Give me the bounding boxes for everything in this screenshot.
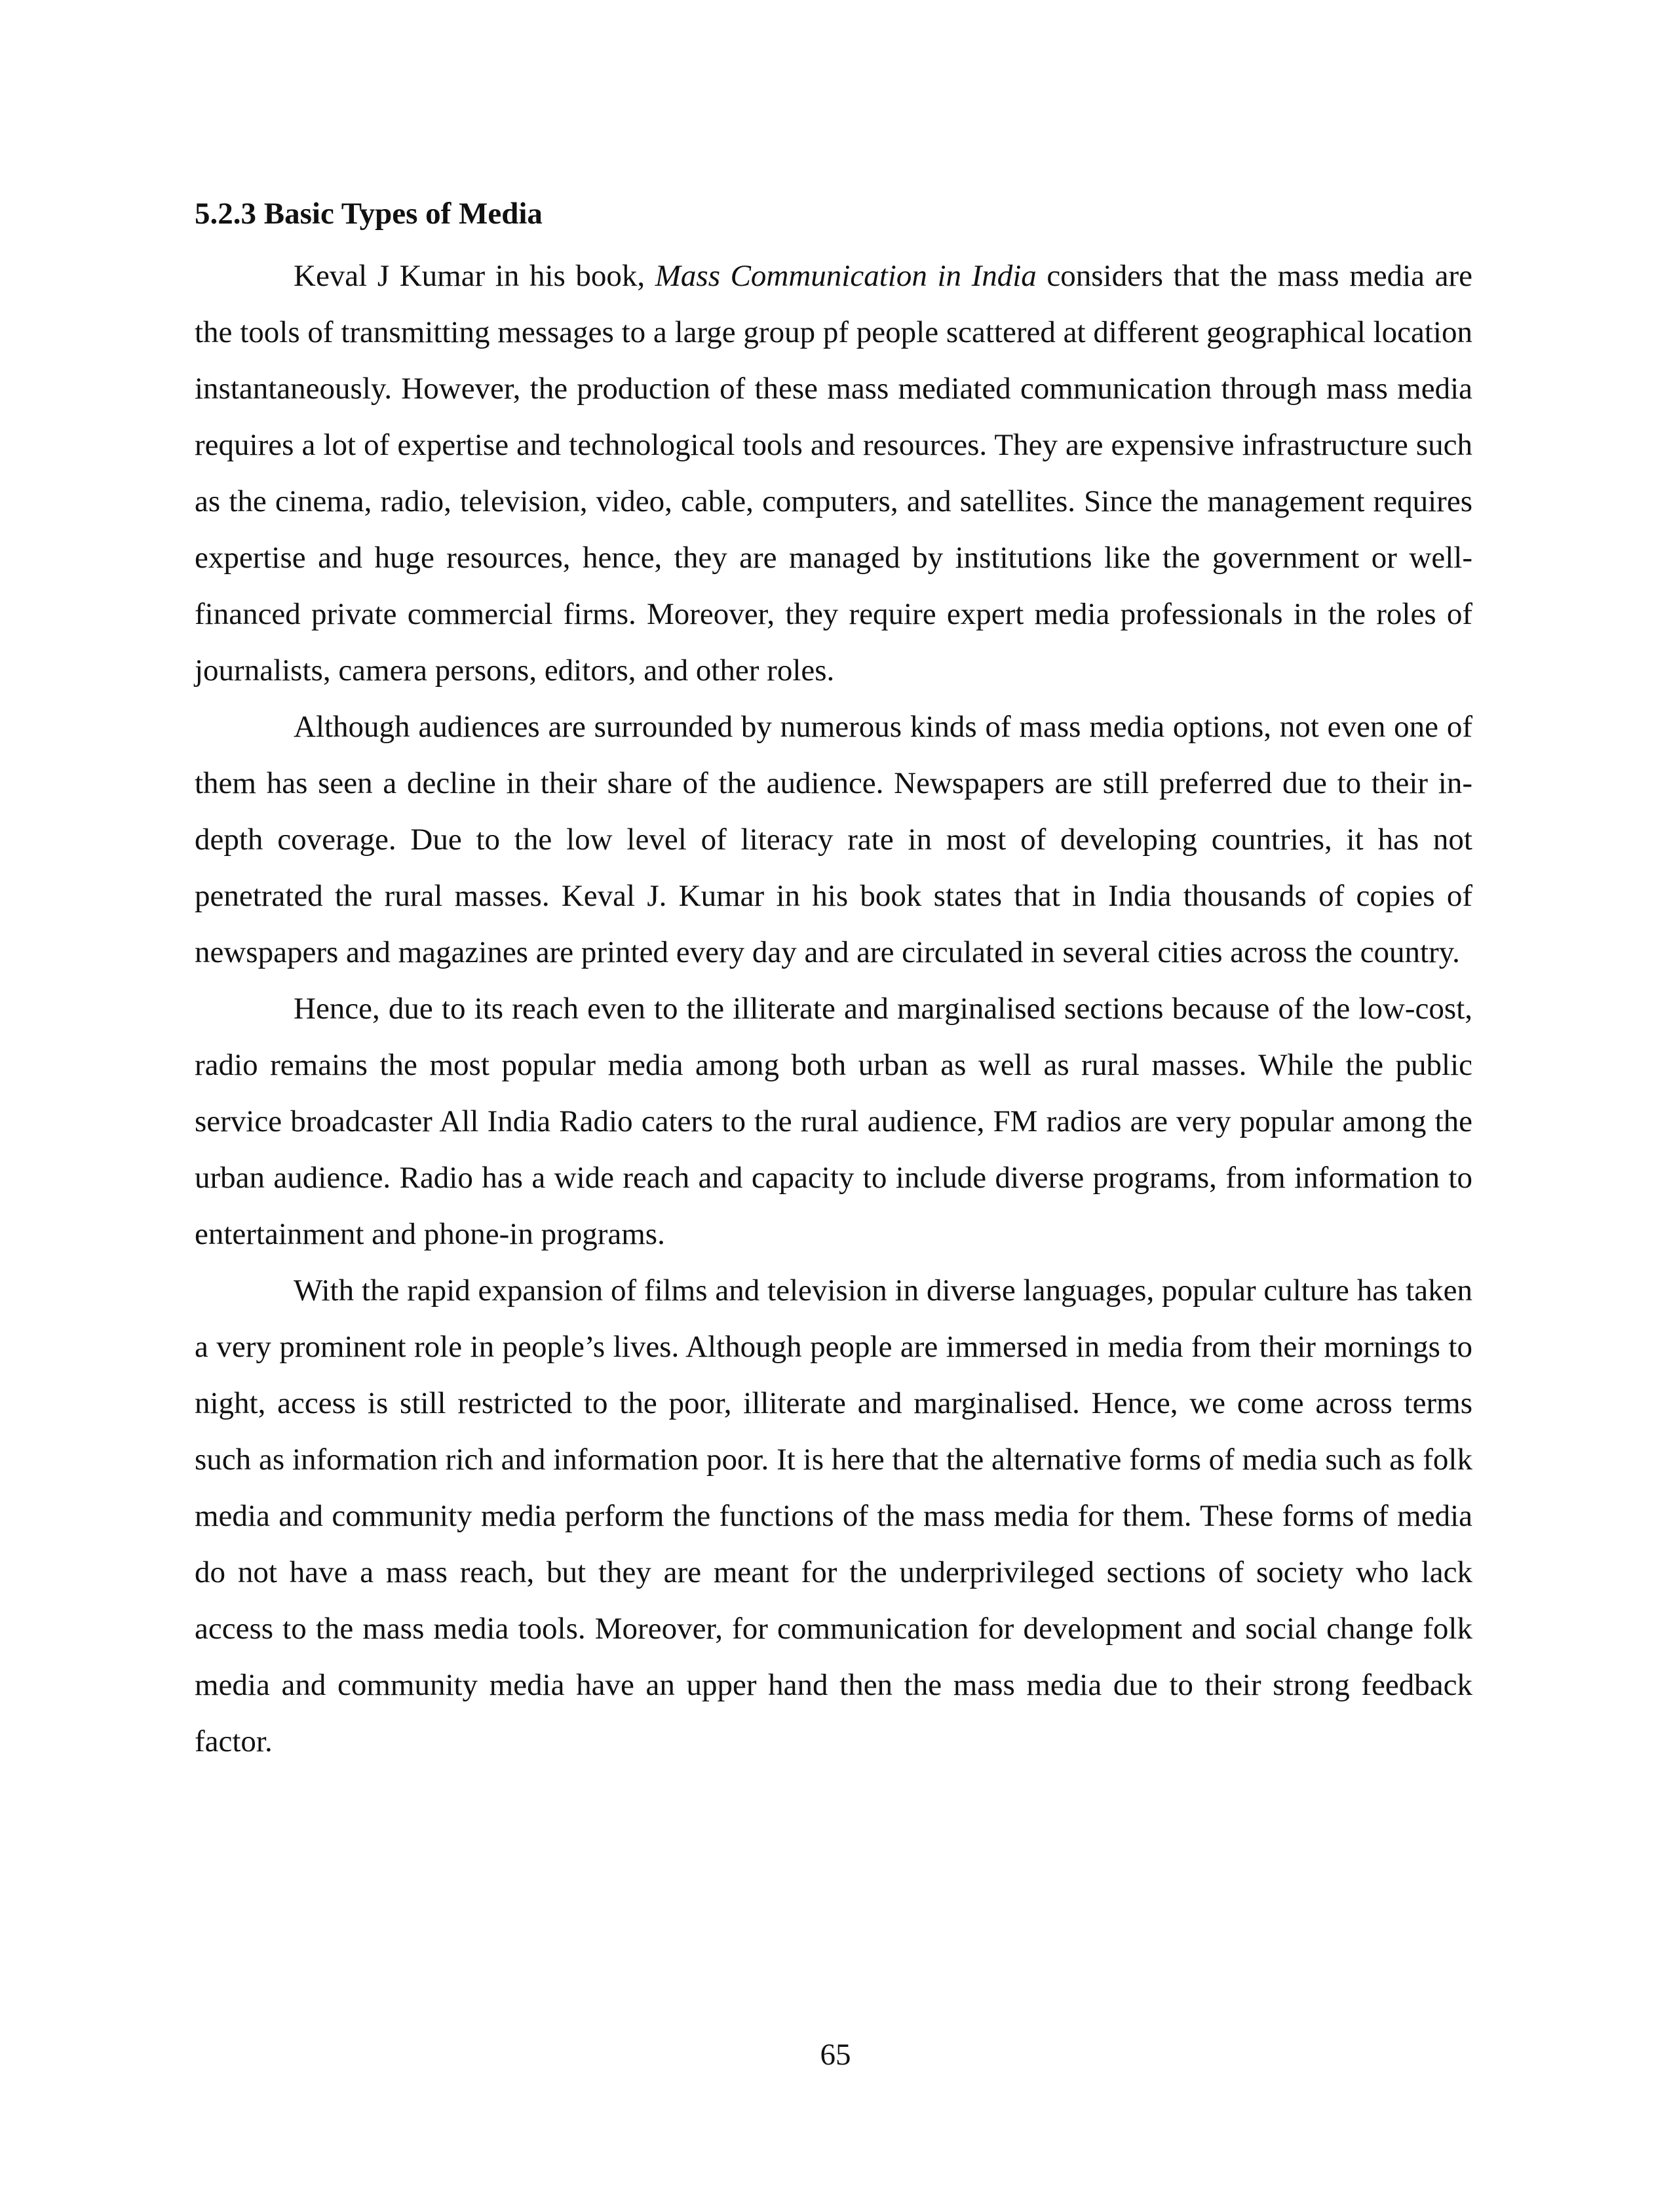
paragraph-1-lead: Keval J Kumar in his book, — [294, 259, 655, 293]
body-text — [195, 248, 1472, 1770]
paragraph-3: Hence, due to its reach even to the illiterate and marginalised sections because of the low-cost, radio remains the most popular media among both urban as well as rural masses. While the public service broadcaster All India Radio caters to the rural audience, FM radios are very popular among the urban audience. Radio has a wide reach and capacity to include diverse programs, from information to entertainment and phone-in programs. — [195, 992, 1472, 1251]
paragraph-4: With the rapid expansion of films and television in diverse languages, popular culture has taken a very prominent role in people’s lives. Although people are immersed in media from their mornings to night, access is still restricted to the poor, illiterate and marginalised. Hence, we come across terms such as information rich and information poor. It is here that the alternative forms of media such as folk media and community media perform the functions of the mass media for them. These forms of media do not have a mass reach, but they are meant for the underprivileged sections of society who lack access to the mass media tools. Moreover, for communication for development and social change folk media and community media have an upper hand then the mass media due to their strong feedback factor. — [195, 1273, 1472, 1758]
paragraph-1-rest: considers that the mass media are the tools of transmitting messages to a large group pf people scattered at different geographical location instantaneously. However, the production of these mass mediated communication through mass media requires a lot of expertise and technological tools and resources. They are expensive infrastructure such as the cinema, radio, television, video, cable, computers, and satellites. Since the management requires expertise and huge resources, hence, they are managed by institutions like the government or well-financed private commercial firms. Moreover, they require expert media professionals in the roles of journalists, camera persons, editors, and other roles. — [195, 259, 1472, 688]
page-number: 65 — [820, 2038, 851, 2072]
book-title: Mass Communication in India — [655, 259, 1037, 293]
paragraph-1 — [195, 248, 1472, 699]
section-heading: 5.2.3 Basic Types of Media — [195, 197, 543, 231]
paragraph-2: Although audiences are surrounded by numerous kinds of mass media options, not even one of them has seen a decline in their share of the audience. Newspapers are still preferred due to their in-depth coverage. Due to the low level of literacy rate in most of developing countries, it has not penetrated the rural masses. Keval J. Kumar in his book states that in India thousands of copies of newspapers and magazines are printed every day and are circulated in several cities across the country. — [195, 710, 1472, 969]
